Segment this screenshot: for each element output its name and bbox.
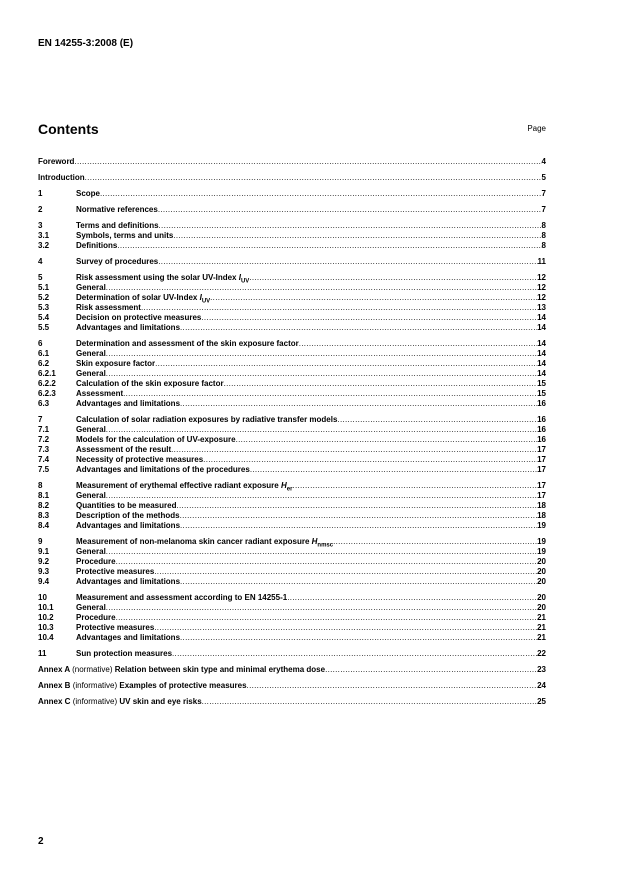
toc-entry-number: 6.2.3 xyxy=(38,389,56,398)
toc-entry-page: 17 xyxy=(537,481,546,490)
toc-entry-title: General xyxy=(76,283,106,292)
annex-label: Annex B xyxy=(38,681,71,690)
dot-leader xyxy=(247,681,538,691)
toc-entry-number: 5.3 xyxy=(38,303,50,312)
toc-entry[interactable] xyxy=(38,465,546,475)
toc-entry[interactable] xyxy=(38,379,546,389)
toc-entry-page: 17 xyxy=(537,445,546,454)
toc-entry-page: 16 xyxy=(537,425,546,434)
toc-entry[interactable] xyxy=(38,521,546,531)
toc-entry-page: 16 xyxy=(537,415,546,424)
toc-entry[interactable] xyxy=(38,697,546,707)
dot-leader xyxy=(224,379,538,389)
toc-entry-number: 10.2 xyxy=(38,613,54,622)
toc-entry-title: Procedure xyxy=(76,557,116,566)
dot-leader xyxy=(249,273,537,283)
toc-entry-number: 6.1 xyxy=(38,349,50,358)
toc-symbol: H xyxy=(311,537,318,546)
toc-entry-number: 7 xyxy=(38,415,43,424)
toc-entry[interactable] xyxy=(38,241,546,251)
toc-entry[interactable] xyxy=(38,323,546,333)
dot-leader xyxy=(325,665,537,675)
toc-entry-number: 1 xyxy=(38,189,43,198)
toc-entry-title: General xyxy=(76,349,106,358)
dot-leader xyxy=(106,425,537,435)
toc-entry-page: 25 xyxy=(537,697,546,706)
toc-entry[interactable] xyxy=(38,257,546,267)
dot-leader xyxy=(106,491,537,501)
page-column-label: Page xyxy=(527,124,546,133)
toc-entry-number: 9.2 xyxy=(38,557,50,566)
toc-symbol: I xyxy=(238,273,241,282)
toc-entry-page: 15 xyxy=(537,379,546,388)
toc-entry-title: Normative references xyxy=(76,205,158,214)
toc-entry-page: 22 xyxy=(537,649,546,658)
toc-entry[interactable] xyxy=(38,633,546,643)
toc-entry-page: 17 xyxy=(537,465,546,474)
toc-entry-page: 7 xyxy=(541,205,546,214)
toc-entry[interactable] xyxy=(38,359,546,369)
toc-symbol-subscript: er xyxy=(286,486,293,491)
toc-entry-page: 14 xyxy=(537,349,546,358)
toc-entry-number: 10.1 xyxy=(38,603,54,612)
toc-entry[interactable] xyxy=(38,593,546,603)
toc-entry[interactable] xyxy=(38,649,546,659)
dot-leader xyxy=(180,521,537,531)
annex-kind: (informative) xyxy=(72,697,118,706)
dot-leader xyxy=(106,547,537,557)
toc-entry[interactable] xyxy=(38,445,546,455)
toc-entry-page: 19 xyxy=(537,521,546,530)
toc-entry-title: Advantages and limitations xyxy=(76,577,181,586)
toc-entry-title: Measurement and assessment according to EN 14255-1 xyxy=(76,593,288,602)
contents-heading: Contents xyxy=(38,121,99,137)
toc-entry-title: Risk assessment xyxy=(76,303,141,312)
toc-symbol-subscript: UV xyxy=(240,278,250,283)
toc-entry-number: 11 xyxy=(38,649,47,658)
toc-entry-page: 23 xyxy=(537,665,546,674)
toc-entry-title xyxy=(76,273,249,283)
toc-entry[interactable] xyxy=(38,501,546,511)
toc-entry-number: 8.3 xyxy=(38,511,50,520)
toc-entry-title: Sun protection measures xyxy=(76,649,173,658)
toc-entry-title: Assessment of the result xyxy=(76,445,172,454)
toc-entry-page: 12 xyxy=(537,293,546,302)
toc-entry-number: 7.2 xyxy=(38,435,50,444)
toc-entry-page: 17 xyxy=(537,455,546,464)
toc-entry-number: 8.1 xyxy=(38,491,50,500)
toc-entry[interactable] xyxy=(38,511,546,521)
toc-entry-number: 5 xyxy=(38,273,43,282)
dot-leader xyxy=(172,649,537,659)
dot-leader xyxy=(299,339,537,349)
dot-leader xyxy=(123,389,537,399)
toc-entry[interactable] xyxy=(38,603,546,613)
dot-leader xyxy=(292,481,537,491)
annex-title: Relation between skin type and minimal erythema dose xyxy=(114,665,326,674)
toc-entry-number: 2 xyxy=(38,205,43,214)
toc-entry-page: 7 xyxy=(541,189,546,198)
toc-entry-number: 9.1 xyxy=(38,547,50,556)
toc-symbol: H xyxy=(280,481,287,490)
toc-entry-number: 6.2.1 xyxy=(38,369,56,378)
toc-entry-page: 20 xyxy=(537,577,546,586)
toc-symbol: I xyxy=(199,293,202,302)
toc-entry[interactable] xyxy=(38,567,546,577)
toc-entry-number: 10.3 xyxy=(38,623,54,632)
toc-entry-page: 8 xyxy=(541,231,546,240)
toc-entry-page: 21 xyxy=(537,633,546,642)
toc-entry-number: 6.3 xyxy=(38,399,50,408)
dot-leader xyxy=(333,537,537,547)
toc-entry-page: 5 xyxy=(541,173,546,182)
toc-entry-title: Survey of procedures xyxy=(76,257,159,266)
document-id: EN 14255-3:2008 (E) xyxy=(38,38,134,49)
toc-entry-page: 18 xyxy=(537,511,546,520)
dot-leader xyxy=(158,205,542,215)
dot-leader xyxy=(106,603,537,613)
toc-entry-number: 5.5 xyxy=(38,323,50,332)
dot-leader xyxy=(171,445,537,455)
toc-entry[interactable] xyxy=(38,231,546,241)
dot-leader xyxy=(106,369,537,379)
toc-entry-page: 8 xyxy=(541,241,546,250)
toc-entry-title: Advantages and limitations of the procedures xyxy=(76,465,250,474)
toc-entry-page: 19 xyxy=(537,547,546,556)
dot-leader xyxy=(154,567,537,577)
dot-leader xyxy=(180,633,537,643)
toc-entry-number: 6.2.2 xyxy=(38,379,56,388)
toc-entry-title: Terms and definitions xyxy=(76,221,159,230)
annex-title: Examples of protective measures xyxy=(119,681,247,690)
toc-entry[interactable] xyxy=(38,303,546,313)
toc-entry-page: 14 xyxy=(537,359,546,368)
toc-entry-page: 21 xyxy=(537,623,546,632)
toc-entry[interactable] xyxy=(38,369,546,379)
toc-entry-page: 20 xyxy=(537,567,546,576)
toc-entry[interactable] xyxy=(38,273,546,283)
toc-entry-page: 21 xyxy=(537,613,546,622)
toc-entry-title xyxy=(76,293,210,303)
toc-entry-title xyxy=(76,537,333,547)
toc-entry-title: Introduction xyxy=(38,173,85,182)
toc-entry-title xyxy=(38,697,202,707)
dot-leader xyxy=(154,623,537,633)
toc-entry[interactable] xyxy=(38,613,546,623)
toc-entry-page: 14 xyxy=(537,339,546,348)
toc-entry-page: 24 xyxy=(537,681,546,690)
toc-entry-title xyxy=(38,681,247,691)
dot-leader xyxy=(180,511,538,521)
dot-leader xyxy=(173,231,541,241)
toc-entry-page: 13 xyxy=(537,303,546,312)
toc-title-text: Risk assessment using the solar UV-Index xyxy=(76,273,239,282)
toc-entry-title: General xyxy=(76,603,106,612)
toc-entry-title: Quantities to be measured xyxy=(76,501,177,510)
toc-entry-number: 8.2 xyxy=(38,501,50,510)
toc-entry-title: Advantages and limitations xyxy=(76,323,181,332)
toc-entry-number: 8 xyxy=(38,481,43,490)
dot-leader xyxy=(106,349,537,359)
toc-entry[interactable] xyxy=(38,339,546,349)
toc-entry-page: 20 xyxy=(537,603,546,612)
toc-entry[interactable] xyxy=(38,455,546,465)
dot-leader xyxy=(337,415,537,425)
toc-entry-page: 20 xyxy=(537,557,546,566)
toc-entry[interactable] xyxy=(38,547,546,557)
toc-entry-number: 9.3 xyxy=(38,567,50,576)
toc-entry-title: Advantages and limitations xyxy=(76,521,181,530)
toc-entry[interactable] xyxy=(38,283,546,293)
toc-entry[interactable] xyxy=(38,293,546,303)
annex-kind: (informative) xyxy=(72,681,118,690)
toc-entry-title: Foreword xyxy=(38,157,75,166)
toc-entry[interactable] xyxy=(38,491,546,501)
toc-entry-page: 4 xyxy=(541,157,546,166)
toc-entry-number: 7.3 xyxy=(38,445,50,454)
toc-entry-title: Scope xyxy=(76,189,101,198)
toc-entry-number: 3.2 xyxy=(38,241,50,250)
toc-entry-page: 16 xyxy=(537,435,546,444)
toc-entry-title: Decision on protective measures xyxy=(76,313,202,322)
dot-leader xyxy=(180,399,537,409)
toc-entry[interactable] xyxy=(38,399,546,409)
toc-entry[interactable] xyxy=(38,665,546,675)
toc-entry-page: 14 xyxy=(537,323,546,332)
toc-entry-page: 20 xyxy=(537,593,546,602)
toc-entry-number: 9.4 xyxy=(38,577,50,586)
toc-entry-title: Protective measures xyxy=(76,623,155,632)
toc-entry-number: 10.4 xyxy=(38,633,54,642)
toc-symbol-subscript: nmsc xyxy=(317,542,334,547)
toc-entry-title: Advantages and limitations xyxy=(76,633,181,642)
dot-leader xyxy=(202,697,537,707)
annex-label: Annex A xyxy=(38,665,70,674)
toc-entry-number: 10 xyxy=(38,593,47,602)
dot-leader xyxy=(158,257,537,267)
toc-entry-title: Symbols, terms and units xyxy=(76,231,174,240)
toc-entry-title: Determination and assessment of the skin exposure factor xyxy=(76,339,299,348)
toc-entry[interactable] xyxy=(38,681,546,691)
toc-entry[interactable] xyxy=(38,425,546,435)
annex-label: Annex C xyxy=(38,697,71,706)
toc-entry-number: 5.2 xyxy=(38,293,50,302)
table-of-contents xyxy=(38,157,546,707)
toc-entry[interactable] xyxy=(38,537,546,547)
toc-entry-page: 19 xyxy=(537,537,546,546)
toc-entry-page: 14 xyxy=(537,369,546,378)
dot-leader xyxy=(210,293,537,303)
toc-entry[interactable] xyxy=(38,481,546,491)
toc-entry-title: Description of the methods xyxy=(76,511,180,520)
annex-kind: (normative) xyxy=(72,665,113,674)
toc-entry-title: Assessment xyxy=(76,389,124,398)
dot-leader xyxy=(159,221,542,231)
toc-entry-number: 5.1 xyxy=(38,283,50,292)
dot-leader xyxy=(100,189,542,199)
toc-entry-number: 6.2 xyxy=(38,359,50,368)
toc-entry-number: 7.1 xyxy=(38,425,50,434)
toc-entry-page: 18 xyxy=(537,501,546,510)
toc-entry[interactable] xyxy=(38,577,546,587)
toc-entry-title: General xyxy=(76,547,106,556)
toc-title-text: Determination of solar UV-Index xyxy=(76,293,200,302)
toc-entry-title xyxy=(38,665,325,675)
dot-leader xyxy=(155,359,537,369)
toc-entry-number: 3 xyxy=(38,221,43,230)
toc-entry-title: General xyxy=(76,491,106,500)
toc-entry-number: 6 xyxy=(38,339,43,348)
toc-symbol-subscript: UV xyxy=(201,298,211,303)
toc-entry[interactable] xyxy=(38,173,546,183)
toc-title-text: Measurement of non-melanoma skin cancer radiant exposure xyxy=(76,537,312,546)
toc-entry-title: Calculation of the skin exposure factor xyxy=(76,379,224,388)
toc-entry-title: General xyxy=(76,369,106,378)
toc-entry-title: Necessity of protective measures xyxy=(76,455,204,464)
toc-entry-title: Skin exposure factor xyxy=(76,359,156,368)
toc-entry-number: 4 xyxy=(38,257,43,266)
toc-entry-title xyxy=(76,481,292,491)
toc-entry-title: Models for the calculation of UV-exposure xyxy=(76,435,236,444)
toc-entry-number: 8.4 xyxy=(38,521,50,530)
toc-entry-title: Protective measures xyxy=(76,567,155,576)
toc-entry[interactable] xyxy=(38,157,546,167)
toc-entry[interactable] xyxy=(38,189,546,199)
toc-entry[interactable] xyxy=(38,349,546,359)
dot-leader xyxy=(116,613,538,623)
dot-leader xyxy=(250,465,537,475)
dot-leader xyxy=(180,323,537,333)
toc-entry-title: Advantages and limitations xyxy=(76,399,181,408)
toc-entry-number: 5.4 xyxy=(38,313,50,322)
toc-entry[interactable] xyxy=(38,435,546,445)
dot-leader xyxy=(141,303,537,313)
toc-entry-number: 9 xyxy=(38,537,43,546)
dot-leader xyxy=(180,577,537,587)
dot-leader xyxy=(85,173,542,183)
toc-entry-number: 7.4 xyxy=(38,455,50,464)
toc-entry[interactable] xyxy=(38,623,546,633)
toc-entry[interactable] xyxy=(38,389,546,399)
toc-title-text: Measurement of erythemal effective radiant exposure xyxy=(76,481,281,490)
dot-leader xyxy=(236,435,538,445)
toc-entry-page: 16 xyxy=(537,399,546,408)
toc-entry[interactable] xyxy=(38,557,546,567)
toc-entry-page: 14 xyxy=(537,313,546,322)
toc-entry-number: 7.5 xyxy=(38,465,50,474)
toc-entry-page: 15 xyxy=(537,389,546,398)
toc-entry-title: General xyxy=(76,425,106,434)
toc-entry[interactable] xyxy=(38,313,546,323)
toc-entry-number: 3.1 xyxy=(38,231,50,240)
toc-entry-title: Calculation of solar radiation exposures by radiative transfer models xyxy=(76,415,338,424)
page-number: 2 xyxy=(38,836,44,847)
toc-entry[interactable] xyxy=(38,221,546,231)
annex-title: UV skin and eye risks xyxy=(119,697,202,706)
dot-leader xyxy=(287,593,537,603)
toc-entry-page: 17 xyxy=(537,491,546,500)
dot-leader xyxy=(74,157,541,167)
toc-entry-page: 12 xyxy=(537,283,546,292)
dot-leader xyxy=(203,455,537,465)
toc-entry[interactable] xyxy=(38,205,546,215)
dot-leader xyxy=(176,501,537,511)
toc-entry-page: 12 xyxy=(537,273,546,282)
dot-leader xyxy=(116,557,538,567)
dot-leader xyxy=(201,313,537,323)
toc-entry-page: 11 xyxy=(537,257,546,266)
toc-entry-page: 8 xyxy=(541,221,546,230)
dot-leader xyxy=(106,283,537,293)
dot-leader xyxy=(117,241,541,251)
toc-entry-title: Procedure xyxy=(76,613,116,622)
toc-entry-title: Definitions xyxy=(76,241,118,250)
toc-entry[interactable] xyxy=(38,415,546,425)
